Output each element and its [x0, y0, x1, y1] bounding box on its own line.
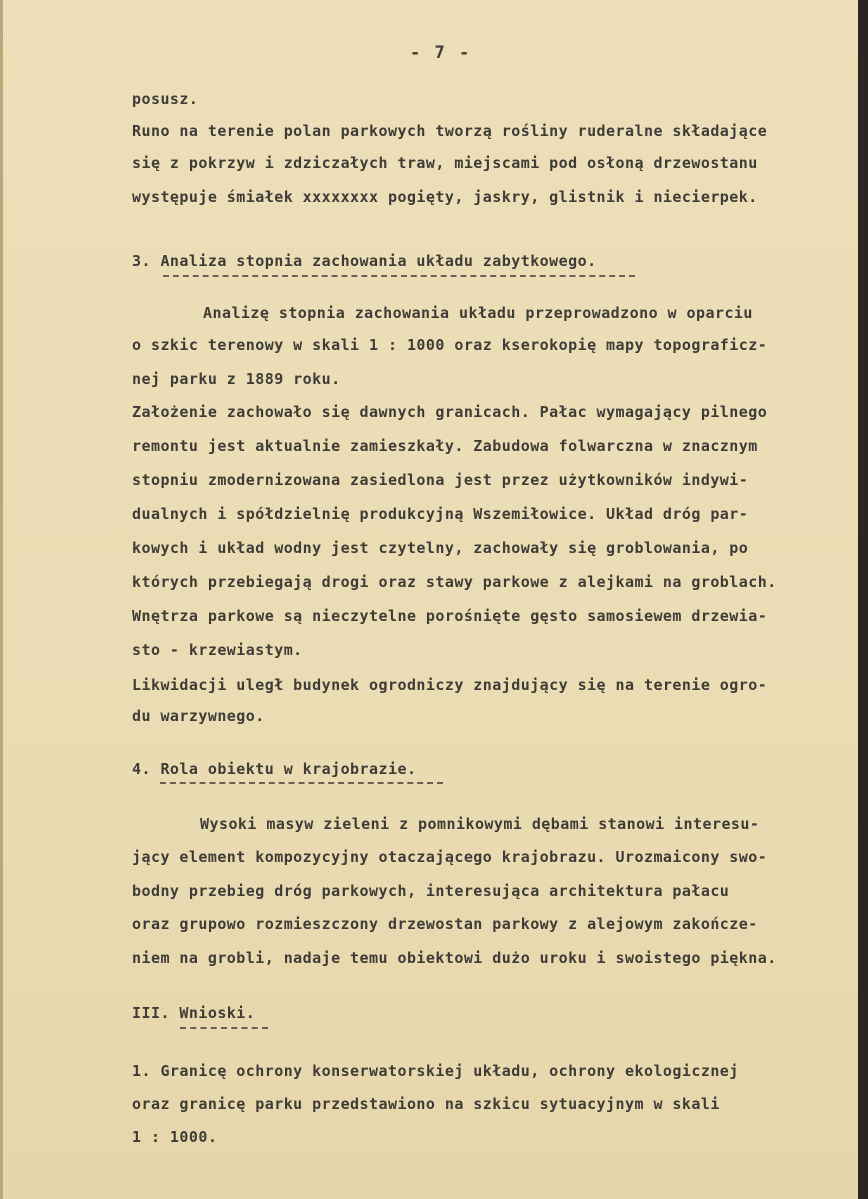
text-line: Runo na terenie polan parkowych tworzą rośliny ruderalne składające — [132, 122, 768, 140]
text-line: niem na grobli, nadaje temu obiektowi dużo uroku i swoistego piękna. — [132, 949, 777, 967]
text-line: bodny przebieg dróg parkowych, interesująca architektura pałacu — [132, 882, 730, 900]
text-line: stopniu zmodernizowana zasiedlona jest przez użytkowników indywi- — [132, 471, 749, 489]
text-line: dualnych i spółdzielnię produkcyjną Wszemiłowice. Układ dróg par- — [132, 505, 749, 523]
scan-edge-right — [858, 0, 868, 1199]
text-line: Likwidacji uległ budynek ogrodniczy znajdujący się na terenie ogro- — [132, 676, 768, 694]
section-heading-III: III. Wnioski. — [132, 1004, 256, 1022]
text-line: oraz grupowo rozmieszczony drzewostan parkowy z alejowym zakończe- — [132, 915, 758, 933]
text-line: du warzywnego. — [132, 707, 265, 725]
page-number: - 7 - — [410, 43, 472, 63]
text-line: Analizę stopnia zachowania układu przeprowadzono w oparciu — [203, 304, 753, 322]
text-line: sto - krzewiastym. — [132, 641, 303, 659]
text-line: 1. Granicę ochrony konserwatorskiej układu, ochrony ekologicznej — [132, 1062, 739, 1080]
text-line: jący element kompozycyjny otaczającego krajobrazu. Urozmaicony swo- — [132, 848, 768, 866]
text-line: o szkic terenowy w skali 1 : 1000 oraz kserokopię mapy topograficz- — [132, 336, 768, 354]
scan-edge-left — [0, 0, 3, 1199]
heading-underline — [163, 275, 635, 277]
heading-underline — [180, 1027, 268, 1029]
section-heading-4: 4. Rola obiektu w krajobrazie. — [132, 760, 417, 778]
text-line: Wnętrza parkowe są nieczytelne porośnięte gęsto samosiewem drzewia- — [132, 607, 768, 625]
text-line: występuje śmiałek xxxxxxxx pogięty, jaskry, glistnik i niecierpek. — [132, 188, 758, 206]
text-line: nej parku z 1889 roku. — [132, 370, 341, 388]
text-line: oraz granicę parku przedstawiono na szkicu sytuacyjnym w skali — [132, 1095, 720, 1113]
text-line: się z pokrzyw i zdziczałych traw, miejscami pod osłoną drzewostanu — [132, 154, 758, 172]
text-line: których przebiegają drogi oraz stawy parkowe z alejkami na groblach. — [132, 573, 777, 591]
heading-underline — [160, 782, 443, 784]
text-line: 1 : 1000. — [132, 1128, 218, 1146]
text-line: posusz. — [132, 90, 199, 108]
section-heading-3: 3. Analiza stopnia zachowania układu zabytkowego. — [132, 252, 597, 270]
text-line: kowych i układ wodny jest czytelny, zachowały się groblowania, po — [132, 539, 749, 557]
text-line: Wysoki masyw zieleni z pomnikowymi dębami stanowi interesu- — [200, 815, 760, 833]
text-line: Założenie zachowało się dawnych granicach. Pałac wymagający pilnego — [132, 403, 768, 421]
text-line: remontu jest aktualnie zamieszkały. Zabudowa folwarczna w znacznym — [132, 437, 758, 455]
